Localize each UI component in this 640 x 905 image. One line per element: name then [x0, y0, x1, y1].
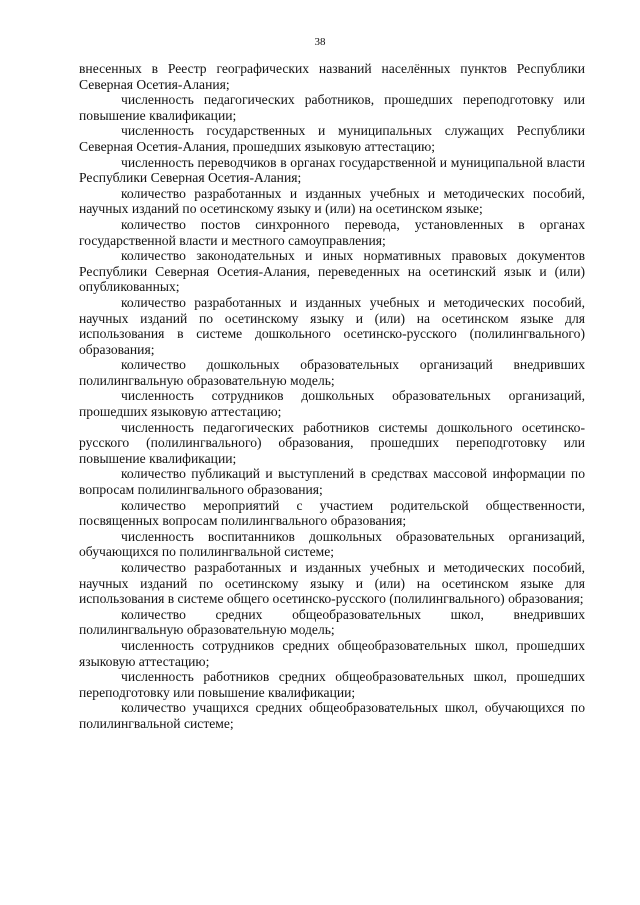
- page-number: 38: [314, 36, 326, 48]
- paragraph-indicator: количество учащихся средних общеобразовательных школ, обучающихся по полилингвальной системе;: [79, 700, 585, 731]
- paragraph-indicator: количество разработанных и изданных учебных и методических пособий, научных изданий по осетинскому языку и (или) на осетинском языке для использования в системе общего осетинско-русского (полилингвального) образования;: [79, 560, 585, 607]
- paragraph-indicator: численность государственных и муниципальных служащих Республики Северная Осетия-Алания, прошедших языковую аттестацию;: [79, 123, 585, 154]
- paragraph-indicator: численность сотрудников дошкольных образовательных организаций, прошедших языковую аттестацию;: [79, 388, 585, 420]
- paragraph-indicator: численность воспитанников дошкольных образовательных организаций, обучающихся по полилингвальной системе;: [79, 528, 585, 560]
- paragraph-indicator: количество мероприятий с участием родительской общественности, посвященных вопросам полилингвального образования;: [79, 497, 585, 529]
- paragraph-indicator: численность работников средних общеобразовательных школ, прошедших переподготовку или повышение квалификации;: [79, 669, 585, 700]
- paragraph-indicator: численность педагогических работников, прошедших переподготовку или повышение квалификации;: [79, 92, 585, 123]
- document-body: [79, 61, 585, 732]
- paragraph-indicator: количество средних общеобразовательных школ, внедривших полилингвальную образовательную модель;: [79, 606, 585, 638]
- paragraph-indicator: численность сотрудников средних общеобразовательных школ, прошедших языковую аттестацию;: [79, 637, 585, 669]
- paragraph-indicator: количество публикаций и выступлений в средствах массовой информации по вопросам полилингвального образования;: [79, 466, 585, 498]
- paragraph-indicator: численность переводчиков в органах государственной и муниципальной власти Республики Северная Осетия-Алания;: [79, 154, 585, 186]
- paragraph-indicator: количество постов синхронного перевода, установленных в органах государственной власти и местного самоуправления;: [79, 216, 585, 248]
- paragraph-continuation: внесенных в Реестр географических названий населённых пунктов Республики Северная Осетия-Алания;: [79, 61, 585, 92]
- paragraph-indicator: количество разработанных и изданных учебных и методических пособий, научных изданий по осетинскому языку и (или) на осетинском языке;: [79, 185, 585, 217]
- paragraph-indicator: численность педагогических работников системы дошкольного осетинско-русского (полилингвального) образования, прошедших переподготовку или повышение квалификации;: [79, 419, 585, 466]
- paragraph-indicator: количество дошкольных образовательных организаций внедривших полилингвальную образовательную модель;: [79, 357, 585, 388]
- paragraph-indicator: количество разработанных и изданных учебных и методических пособий, научных изданий по осетинскому языку и (или) на осетинском языке для использования в системе дошкольного осетинско-русского (полилингвального) образования;: [79, 294, 585, 357]
- paragraph-indicator: количество законодательных и иных нормативных правовых документов Республики Северная Осетия-Алания, переведенных на осетинский язык и (или) опубликованных;: [79, 248, 585, 295]
